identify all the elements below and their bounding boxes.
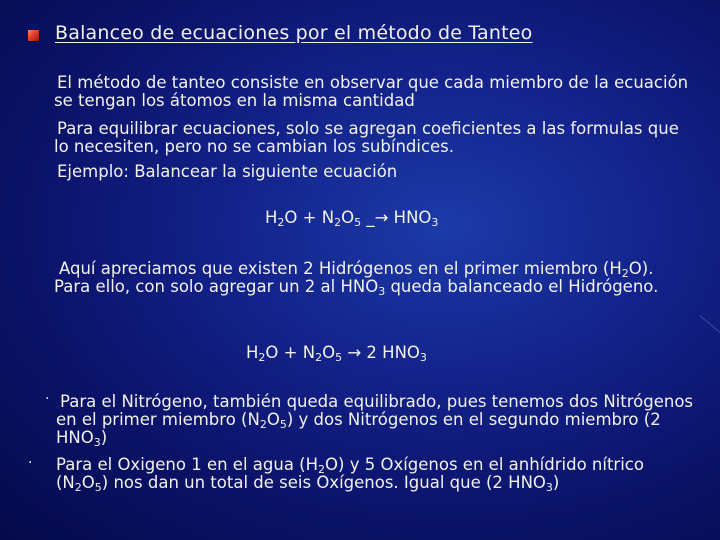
eq1-n-sub: 2	[334, 216, 342, 229]
eq2-hno: HNO	[382, 343, 420, 362]
eq2-h: H	[246, 343, 259, 362]
eq1-plus: +	[297, 208, 322, 227]
decorative-streak	[699, 315, 720, 341]
eq1-h: H	[265, 208, 278, 227]
b1-a: Para el Nitrógeno, también queda equilibrado, pues tenemos dos Nitrógenos en el primer miembro (N	[56, 392, 694, 429]
eq2-arrow: → 2	[342, 343, 383, 362]
equation-unbalanced	[265, 208, 438, 227]
slide-title: Balanceo de ecuaciones por el método de Tanteo	[55, 22, 533, 44]
p4-a: Aquí apreciamos que existen 2 Hidrógenos en el primer miembro (H	[59, 259, 622, 278]
b2-a: Para el Oxigeno 1 en el agua (H	[56, 455, 319, 474]
eq1-arrow: _→	[361, 208, 394, 227]
paragraph-rule	[54, 120, 694, 156]
eq1-hno: HNO	[393, 208, 432, 227]
title-bullet-icon	[28, 30, 39, 41]
eq1-o2-sub: 5	[354, 216, 362, 229]
paragraph-hydrogen	[54, 260, 694, 296]
b1-f: 3	[93, 436, 101, 449]
b2-e: O	[81, 473, 95, 492]
p4-d: 3	[378, 285, 386, 298]
eq2-n-sub: 2	[315, 351, 323, 364]
p4-e: queda balanceado el Hidrógeno.	[385, 277, 659, 296]
eq2-o: O	[265, 343, 279, 362]
eq2-o2: O	[322, 343, 336, 362]
b2-d: 2	[74, 481, 82, 494]
b2-f: 5	[94, 481, 102, 494]
b1-d: 5	[279, 418, 287, 431]
paragraph-rule-text: Para equilibrar ecuaciones, solo se agregan coeficientes a las formulas que lo necesiten, pero no se cambian los subíndices.	[54, 119, 679, 156]
b2-c: O) y 5 Oxígenos en el anhídrido nítrico (N	[56, 455, 644, 492]
eq2-hno-sub: 3	[419, 351, 427, 364]
eq2-o2-sub: 5	[335, 351, 343, 364]
eq1-o: O	[284, 208, 298, 227]
eq1-h-sub: 2	[277, 216, 285, 229]
b1-g: )	[100, 428, 108, 447]
paragraph-example-text: Ejemplo: Balancear la siguiente ecuación	[57, 162, 398, 181]
eq1-o2: O	[341, 208, 355, 227]
b2-h: 3	[545, 481, 553, 494]
p4-c: O). Para ello, con solo agregar un 2 al HNO	[54, 259, 654, 296]
b1-b: 2	[259, 418, 267, 431]
eq2-n: N	[302, 343, 316, 362]
bullet-dot-1: ·	[45, 391, 50, 407]
eq2-h-sub: 2	[258, 351, 266, 364]
b2-i: )	[552, 473, 560, 492]
bullet-oxygen	[56, 456, 656, 492]
p4-b: 2	[621, 267, 629, 280]
b1-e: ) y dos Nitrógenos en el segundo miembro (2 HNO	[56, 410, 661, 447]
eq1-n: N	[321, 208, 335, 227]
b2-g: ) nos dan un total de seis Oxígenos. Igual que (2 HNO	[101, 473, 546, 492]
bullet-nitrogen	[56, 393, 696, 447]
b1-c: O	[266, 410, 280, 429]
equation-balanced	[246, 343, 427, 362]
bullet-dot-2: ·	[28, 455, 33, 471]
b2-b: 2	[318, 463, 326, 476]
eq2-plus: +	[278, 343, 303, 362]
paragraph-definition-text: El método de tanteo consiste en observar que cada miembro de la ecuación se tengan los átomos en la misma cantidad	[54, 73, 689, 110]
paragraph-definition	[54, 74, 694, 110]
eq1-hno-sub: 3	[431, 216, 439, 229]
paragraph-example	[57, 163, 697, 181]
